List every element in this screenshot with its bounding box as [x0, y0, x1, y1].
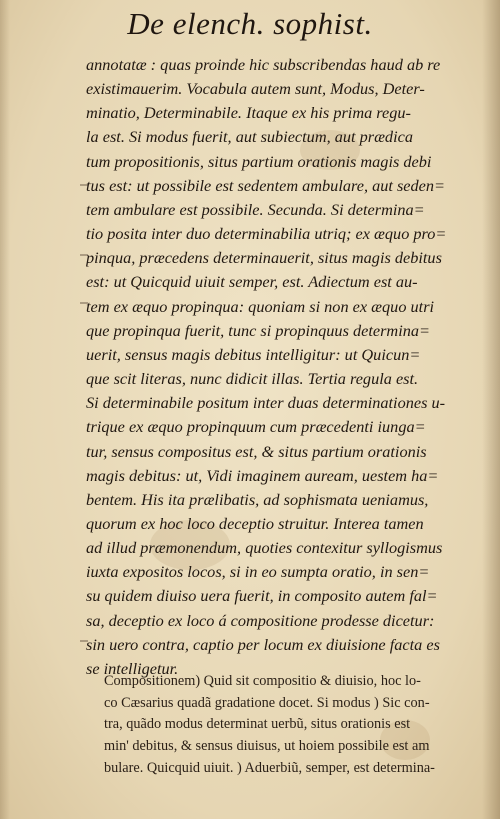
text-line: se intelligetur. — [86, 658, 179, 678]
text-line: est: ut Quicquid uiuit semper, est. Adiectum est au- — [86, 272, 418, 292]
page-shadow-left — [0, 0, 10, 819]
text-line: sa, deceptio ex loco á compositione prodesse dicetur: — [86, 610, 435, 630]
text-line: existimauerim. Vocabula autem sunt, Modus, Deter- — [86, 79, 425, 99]
text-line: trique ex æquo propinquum cum præcedenti iunga= — [86, 417, 426, 437]
commentary-line: co Cæsarius quadã gradatione docet. Si modus ) Sic con- — [104, 694, 430, 711]
commentary-line: bulare. Quicquid uiuit. ) Aduerbiũ, semper, est determina- — [104, 759, 435, 776]
text-line: iuxta expositos locos, si in eo sumpta oratio, in sen= — [86, 562, 430, 582]
main-text-block — [86, 53, 482, 681]
text-line: annotatæ : quas proinde hic subscribendas haud ab re — [86, 55, 441, 74]
commentary-line: tra, quãdo modus determinat uerbũ, situs orationis est — [104, 716, 411, 733]
text-line: su quidem diuiso uera fuerit, in composito autem fal= — [86, 586, 438, 606]
commentary-line: Compositionem) Quid sit compositio & diuisio, hoc lo- — [104, 673, 421, 689]
text-line: minatio, Determinabile. Itaque ex his prima regu- — [86, 103, 411, 123]
text-line: tur, sensus compositus est, & situs partium orationis — [86, 441, 427, 461]
commentary-block — [104, 671, 482, 780]
text-line: la est. Si modus fuerit, aut subiectum, aut prædica — [86, 127, 413, 147]
text-line: magis debitus: ut, Vidi imaginem auream, uestem ha= — [86, 465, 439, 485]
text-line: bentem. His ita prælibatis, ad sophismata ueniamus, — [86, 489, 429, 509]
text-line: Si determinabile positum inter duas determinationes u- — [86, 393, 446, 413]
text-line: uerit, sensus magis debitus intelligitur: ut Quicun= — [86, 344, 421, 364]
text-line: tem ex æquo propinqua: quoniam si non ex æquo utri — [86, 296, 435, 316]
page-shadow-right — [482, 0, 500, 819]
text-line: sin uero contra, captio per locum ex diuisione facta es — [86, 634, 440, 654]
text-line: tus est: ut possibile est sedentem ambulare, aut seden= — [86, 175, 446, 195]
text-line: quorum ex hoc loco deceptio struitur. Interea tamen — [86, 513, 424, 533]
text-line: ad illud præmonendum, quoties contexitur syllogismus — [86, 538, 443, 558]
text-line: tem ambulare est possibile. Secunda. Si determina= — [86, 199, 425, 219]
text-line: que scit literas, nunc didicit illas. Tertia regula est. — [86, 369, 419, 389]
commentary-line: min' debitus, & sensus diuisus, ut hoiem possibile est am — [104, 738, 430, 755]
text-line: tum propositionis, situs partium orationis magis debi — [86, 151, 432, 171]
running-head: De elench. sophist. — [127, 6, 373, 41]
text-line: pinqua, præcedens determinauerit, situs magis debitus — [86, 248, 442, 268]
text-line: tio posita inter duo determinabilia utriq; ex æquo pro= — [86, 224, 447, 244]
text-line: que propinqua fuerit, tunc si propinquus determina= — [86, 320, 430, 340]
